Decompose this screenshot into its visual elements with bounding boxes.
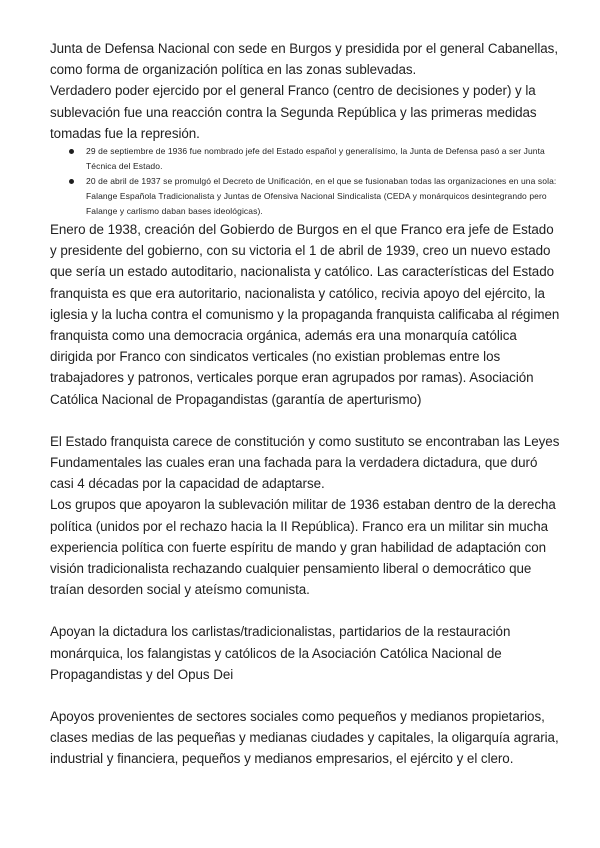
bullet-text: 29 de septiembre de 1936 fue nombrado jefe del Estado español y generalísimo, la Junta de Defensa pasó a ser Junta Técnica del Estado. [86,146,545,172]
paragraph-poder: Verdadero poder ejercido por el general Franco (centro de decisiones y poder) y la sublevación fue una reacción contra la Segunda República y las primeras medidas tomadas fue la represión. [50,83,537,141]
paragraph-spacer [50,685,562,706]
bullet-icon [69,179,74,184]
paragraph-grupos: Los grupos que apoyaron la sublevación militar de 1936 estaban dentro de la derecha política (unidos por el rechazo hacia la II República). Franco era un militar sin mucha experiencia política con fuerte espíritu de mando y gran habilidad de adaptación con visión tradicionalista rechazando cualquier pensamiento liberal o democrático que traían desorden social y ateísmo comunista. [50,497,556,598]
paragraph-estado: El Estado franquista carece de constitución y como sustituto se encontraban las Leyes Fundamentales las cuales eran una fachada para la verdadera dictadura, que duró casi 4 décadas por la capacidad de adaptarse. [50,433,560,492]
list-item [86,144,562,174]
paragraph-spacer [50,600,562,621]
paragraph-enero: Enero de 1938, creación del Gobierdo de Burgos en el que Franco era jefe de Estado y presidente del gobierno, con su victoria el 1 de abril de 1939, creo un nuevo estado que sería un estado autoditario, nacionalista y católico. Las características del Estado franquista es que era autoritario, nacionalista y católico, recivia apoyo del ejército, la iglesia y la lucha contra el comunismo y la propaganda franquista calificaba al régimen franquista como una democracia orgánica, además era una monarquía católica dirigida por Franco con sindicatos verticales (no existian problemas entre los trabajadores y patronos, verticales porque eran agrupados por ramas). Asociación Católica Nacional de Propagandistas (garantía de aperturismo) [50,222,560,407]
paragraph-apoyan: Apoyan la dictadura los carlistas/tradicionalistas, partidarios de la restauración monárquica, los falangistas y católicos de la Asociación Católica Nacional de Propagandistas y del Opus Dei [50,624,511,682]
bullet-icon [69,149,74,154]
document-page [50,38,562,770]
bullet-list [50,144,562,219]
paragraph-apoyos: Apoyos provenientes de sectores sociales como pequeños y medianos propietarios, clases medias de las pequeñas y medianas ciudades y capitales, la oligarquía agraria, industrial y financiera, pequeños y medianos empresarios, el ejército y el clero. [50,709,559,767]
bullet-text: 20 de abril de 1937 se promulgó el Decreto de Unificación, en el que se fusionaban todas las organizaciones en una sola: Falange Española Tradicionalista y Juntas de Ofensiva Nacional Sindicalista (CEDA y monárquicos desintegrando pero Falange y carlismo daban bases ideológicas). [86,176,557,217]
paragraph-spacer [50,410,562,431]
list-item [86,174,562,219]
paragraph-junta: Junta de Defensa Nacional con sede en Burgos y presidida por el general Cabanellas, como forma de organización política en las zonas sublevadas. [50,41,558,78]
